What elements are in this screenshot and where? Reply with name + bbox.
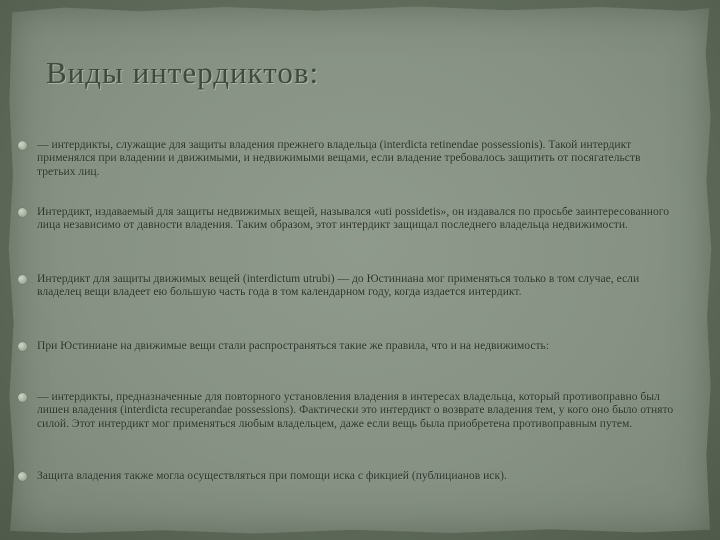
list-item: [18, 339, 680, 352]
list-item-text: Защита владения также могла осуществляться при помощи иска с фикцией (публицианов иск).: [37, 469, 507, 482]
bullet-icon: [18, 208, 27, 217]
list-item-text: Интердикт, издаваемый для защиты недвижимых вещей, назывался «uti possidetis», он издавался по просьбе заинтересованного лица независимо от давности владения. Таким образом, этот интердикт защищал последнего владельца недвижимости.: [37, 205, 670, 232]
list-item: [18, 390, 680, 430]
bullet-icon: [18, 393, 27, 402]
list-item-text: — интердикты, служащие для защиты владения прежнего владельца (interdicta retinendae possessionis). Такой интердикт применялся при владении и движимыми, и недвижимыми вещами, если владение требовалось защитить от посягательств третьих лиц.: [37, 138, 641, 178]
bullet-icon: [18, 472, 27, 481]
list-item: [18, 469, 680, 482]
list-item-text: При Юстиниане на движимые вещи стали распространяться такие же правила, что и на недвижимость:: [37, 339, 550, 352]
bullet-icon: [18, 275, 27, 284]
bullet-icon: [18, 342, 27, 351]
list-item: [18, 205, 680, 232]
bullet-icon: [18, 141, 27, 150]
slide-title: Виды интердиктов:: [46, 55, 320, 90]
list-item: [18, 272, 680, 299]
list-item-text: Интердикт для защиты движимых вещей (interdictum utrubi) — до Юстиниана мог применяться только в том случае, если владелец вещи владеет ею большую часть года в том календарном году, когда издается интердикт.: [37, 272, 640, 299]
list-item: [18, 138, 680, 178]
list-item-text: — интердикты, предназначенные для повторного установления владения в интересах владельца, который противоправно был лишен владения (interdicta recuperandae possessions). Фактически это интердикт о возврате владения тем, у кого оно было отнято силой. Этот интердикт мог применяться любым владельцем, даже если вещь была приобретена противоправным путем.: [37, 390, 674, 430]
